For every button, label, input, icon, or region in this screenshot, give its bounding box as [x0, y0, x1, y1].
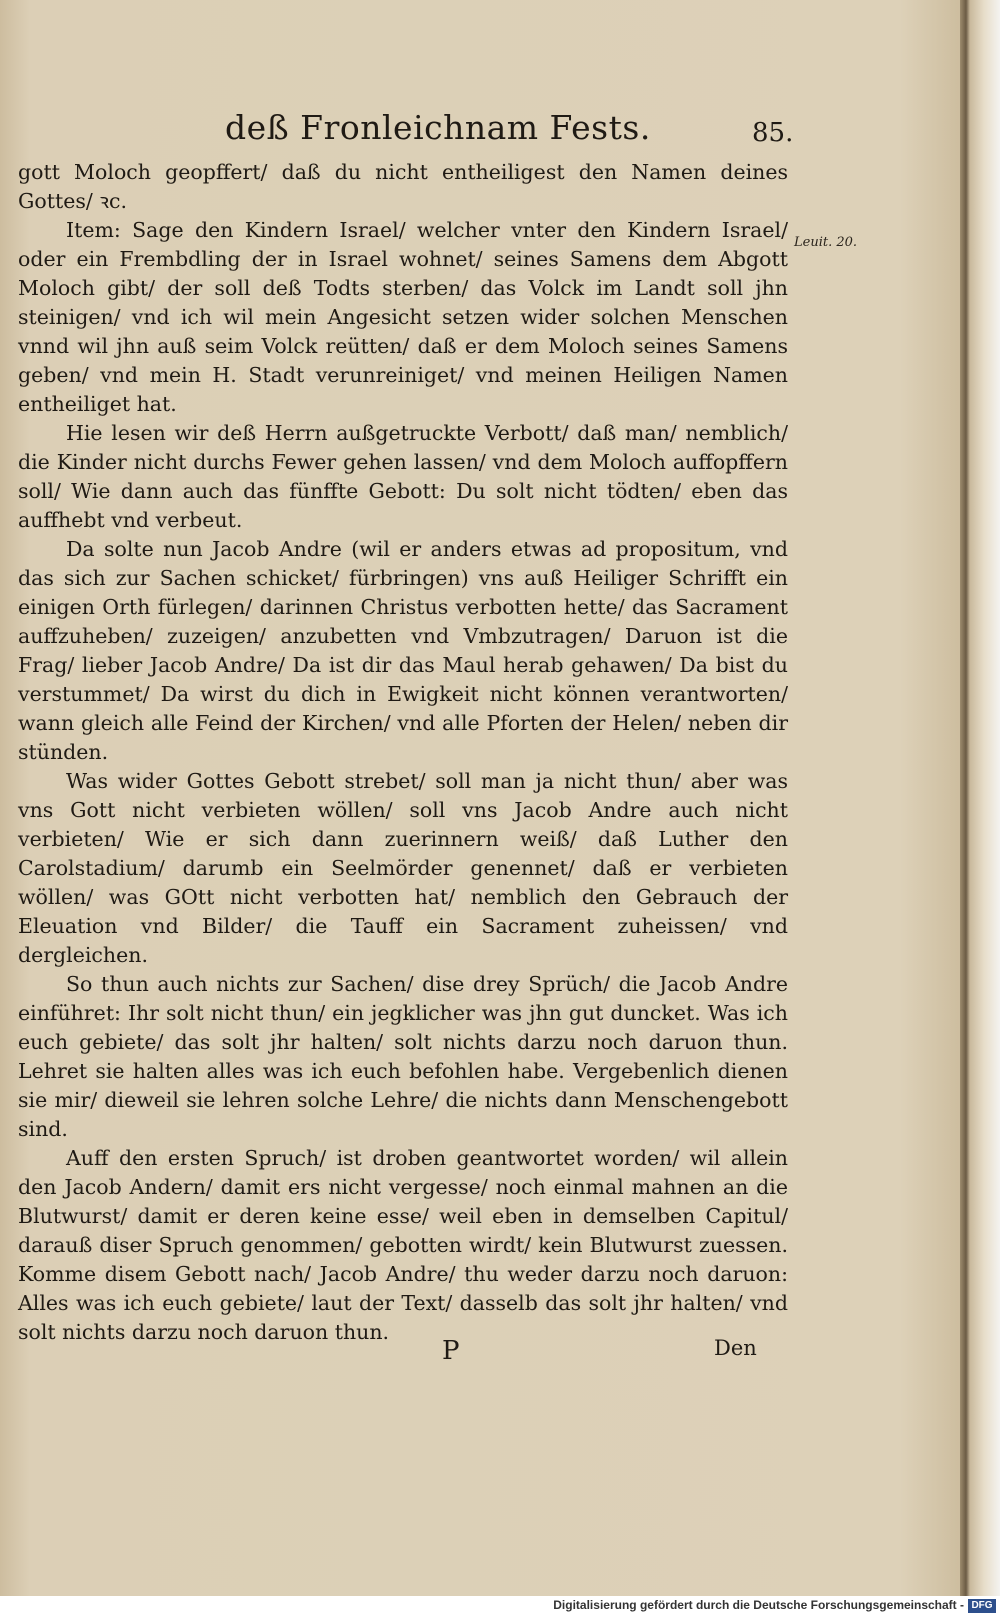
paragraph-4: Da solte nun Jacob Andre (wil er anders etwas ad propositum, vnd das sich zur Sachen schicket/ fürbringen) vns auß Heiliger Schrifft ein einigen Orth fürlegen/ darinnen Christus verbotten hette/ das Sacrament auffzuheben/ zuzeigen/ anzubetten vnd Vmbzutragen/ Daruon ist die Frag/ lieber Jacob Andre/ Da ist dir das Maul herab gehawen/ Da bist du verstummet/ Da wirst du dich in Ewigkeit nicht können verantworten/ wann gleich alle Feind der Kirchen/ vnd alle Pforten der Helen/ neben dir stünden.	[18, 537, 788, 764]
dfg-logo: DFG	[968, 1599, 996, 1613]
paragraph-5: Was wider Gottes Gebott strebet/ soll man ja nicht thun/ aber was vns Gott nicht verbieten wöllen/ soll vns Jacob Andre auch nicht verbieten/ Wie er sich dann zuerinnern weiß/ daß Luther den Carolstadium/ darumb ein Seelmörder genennet/ daß er verbieten wöllen/ was GOtt nicht verbotten hat/ nemblich den Gebrauch der Eleuation vnd Bilder/ die Tauff ein Sacrament zuheissen/ vnd dergleichen.	[18, 769, 788, 967]
page-number: 85.	[752, 118, 794, 148]
paragraph-1: gott Moloch geopffert/ daß du nicht entheiligest den Namen deines Gottes/ ꝛc.	[18, 160, 788, 213]
page-edge	[960, 0, 1000, 1596]
paragraph-6: So thun auch nichts zur Sachen/ dise drey Sprüch/ die Jacob Andre einführet: Ihr solt nicht thun/ ein jegklicher was jhn gut duncket. Was ich euch gebiete/ das solt jhr halten/ solt nichts darzu noch daruon thun. Lehret sie halten alles was ich euch befohlen habe. Vergebenlich dienen sie mir/ dieweil sie lehren solche Lehre/ die nichts dann Menschengebott sind.	[18, 972, 788, 1141]
catchword: Den	[714, 1336, 757, 1360]
margin-note: Leuit. 20.	[794, 235, 858, 250]
paragraph-3: Hie lesen wir deß Herrn außgetruckte Verbott/ daß man/ nemblich/ die Kinder nicht durchs Fewer gehen lassen/ vnd dem Moloch auffopffern soll/ Wie dann auch das fünffte Gebott: Du solt nicht tödten/ eben das auffhebt vnd verbeut.	[18, 421, 788, 532]
running-title: deß Fronleichnam Fests.	[225, 108, 651, 147]
body-text	[18, 158, 788, 1347]
paragraph-2: Item: Sage den Kindern Israel/ welcher vnter den Kindern Israel/ oder ein Frembdling der in Israel wohnet/ seines Samens dem Abgott Moloch gibt/ der soll deß Todts sterben/ das Volck im Landt soll jhn steinigen/ vnd ich wil mein Angesicht setzen wider solchen Menschen vnnd wil jhn auß seim Volck reütten/ daß er dem Moloch seines Samens geben/ vnd mein H. Stadt verunreiniget/ vnd meinen Heiligen Namen entheiliget hat.	[18, 218, 788, 416]
paragraph-7: Auff den ersten Spruch/ ist droben geantwortet worden/ wil allein den Jacob Andern/ damit ers nicht vergesse/ noch einmal mahnen an die Blutwurst/ damit er deren keine esse/ weil eben in demselben Capitul/ darauß diser Spruch genommen/ gebotten wirdt/ kein Blutwurst zuessen. Komme disem Gebott nach/ Jacob Andre/ thu weder darzu noch daruon: Alles was ich euch gebiete/ laut der Text/ dasselb das solt jhr halten/ vnd solt nichts darzu noch daruon thun.	[18, 1146, 788, 1344]
footer-credit: Digitalisierung gefördert durch die Deutsche Forschungsgemeinschaft -	[553, 1598, 964, 1612]
signature-mark: P	[442, 1336, 460, 1366]
